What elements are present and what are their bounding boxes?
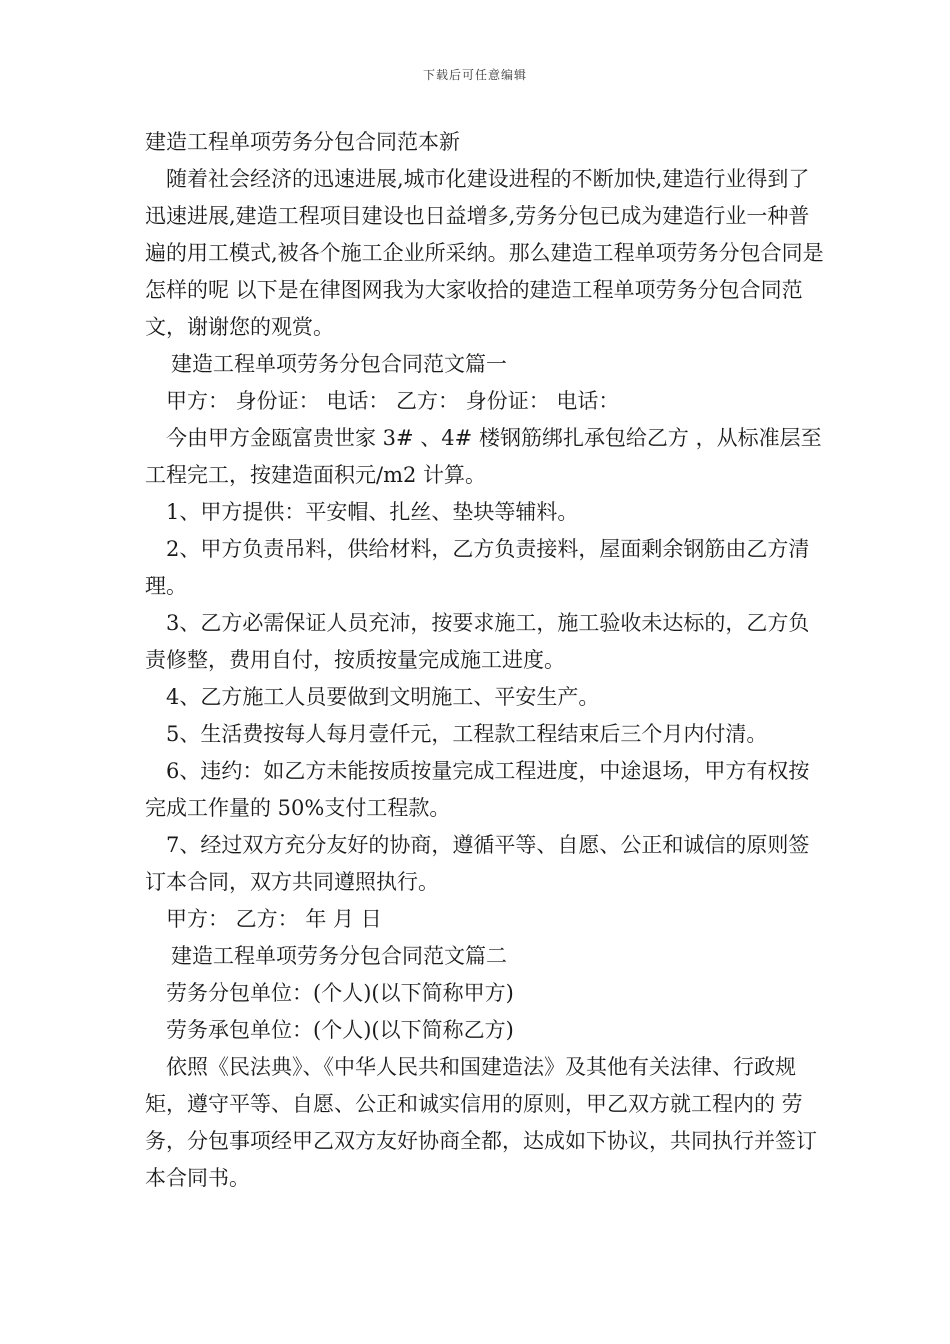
clause-7: 7、经过双方充分友好的协商，遵循平等、自愿、公正和诚信的原则签订本合同，双方共同遵照执行。 — [145, 833, 810, 894]
clause-2: 2、甲方负责吊料，供给材料，乙方负责接料，屋面剩余钢筋由乙方清理。 — [145, 537, 810, 598]
clause-6: 6、违约：如乙方未能按质按量完成工程进度，中途退场，甲方有权按完成工作量的 50%支付工程款。 — [145, 759, 810, 820]
section-heading-one: 建造工程单项劳务分包合同范文篇一 — [171, 352, 507, 376]
agreement-paragraph: 依照《民法典》、《中华人民共和国建造法》及其他有关法律、行政规矩，遵守平等、自愿、公正和诚实信用的原则，甲乙双方就工程内的 劳务，分包事项经甲乙双方友好协商全都，达成如下协议，共同执行并签订本合同书。 — [145, 1055, 817, 1190]
party-line: 甲方： 身份证： 电话： 乙方： 身份证： 电话： — [166, 389, 620, 413]
clause-4: 4、乙方施工人员要做到文明施工、平安生产。 — [166, 685, 600, 709]
intro-paragraph: 随着社会经济的迅速进展,城市化建设进程的不断加快,建造行业得到了迅速进展,建造工程项目建设也日益增多,劳务分包已成为建造行业一种普遍的用工模式,被各个施工企业所采纳。那么建造工程单项劳务分包合同是怎样的呢 以下是在律图网我为大家收拾的建造工程单项劳务分包合同范文，谢谢您的观赏。 — [145, 167, 824, 339]
clause-3: 3、乙方必需保证人员充沛，按要求施工，施工验收未达标的，乙方负责修整，费用自付，按质按量完成施工进度。 — [145, 611, 810, 672]
document-title: 建造工程单项劳务分包合同范本新 — [145, 130, 460, 154]
clause-1: 1、甲方提供：平安帽、扎丝、垫块等辅料。 — [166, 500, 579, 524]
signature-line: 甲方： 乙方： 年 月 日 — [166, 907, 382, 931]
section-heading-two: 建造工程单项劳务分包合同范文篇二 — [171, 944, 507, 968]
header-note: 下载后可任意编辑 — [422, 68, 527, 82]
document-body — [145, 124, 825, 1197]
contract-paragraph: 今由甲方金瓯富贵世家 3# 、4# 楼钢筋绑扎承包给乙方 ，从标准层至工程完工，按建造面积元/m2 计算。 — [145, 426, 822, 487]
clause-5: 5、生活费按每人每月壹仟元，工程款工程结束后三个月内付清。 — [166, 722, 768, 746]
contractor-line: 劳务承包单位：(个人)(以下简称乙方) — [166, 1018, 514, 1042]
subcontractor-line: 劳务分包单位：(个人)(以下简称甲方) — [166, 981, 514, 1005]
